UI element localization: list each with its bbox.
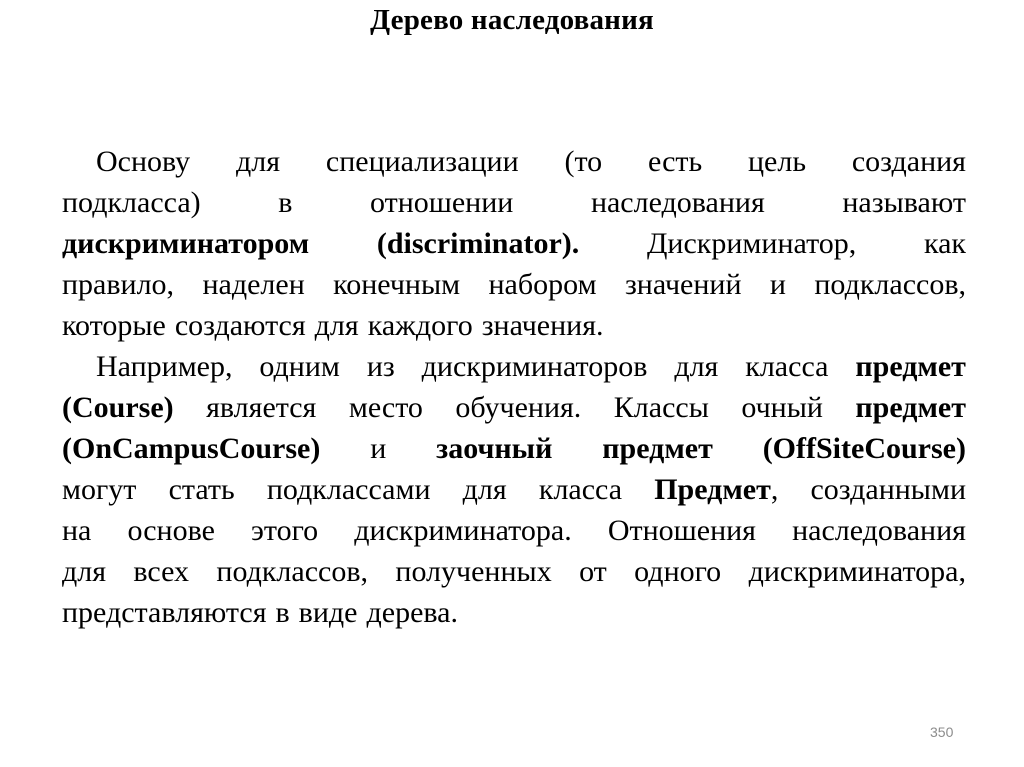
word: называют (842, 186, 966, 219)
word: как (923, 227, 966, 260)
word: от (579, 555, 607, 588)
word: для (236, 145, 281, 178)
page-number: 350 (930, 724, 954, 740)
word: всех (133, 555, 190, 588)
text-line (62, 346, 966, 387)
text-line (62, 141, 966, 182)
word: есть (648, 145, 703, 178)
text-line (62, 305, 966, 346)
word: дискриминатора. (354, 514, 572, 547)
bold-term: (Course) (62, 391, 174, 424)
word: наделен (202, 268, 305, 301)
word: из (366, 350, 395, 383)
word: одним (259, 350, 340, 383)
word: представляются (62, 596, 267, 629)
word: Дискриминатор, (646, 227, 857, 260)
word: для (314, 309, 359, 342)
word: полученных (395, 555, 552, 588)
word: в (278, 186, 293, 219)
word: Классы (613, 391, 709, 424)
word: подклассов, (814, 268, 966, 301)
word: правило, (62, 268, 175, 301)
word: и (370, 432, 387, 465)
word: значения. (481, 309, 604, 342)
bold-term: (discriminator). (376, 227, 580, 260)
paragraph (62, 141, 966, 346)
word: набором (488, 268, 597, 301)
bold-term: Предмет, (654, 473, 779, 506)
word: основе (127, 514, 215, 547)
word: является (206, 391, 317, 424)
word: в (275, 596, 290, 629)
slide-body-text (62, 141, 966, 633)
word: (то (564, 145, 603, 178)
bold-term: дискриминатором (62, 227, 310, 260)
word: очный (741, 391, 823, 424)
word: цель (748, 145, 807, 178)
word: подкласса) (62, 186, 201, 219)
word: стать (168, 473, 235, 506)
word: для (462, 473, 507, 506)
word: класса (745, 350, 829, 383)
word: Например, (96, 350, 233, 383)
word: и (769, 268, 786, 301)
text-line (62, 469, 966, 510)
word: конечным (333, 268, 461, 301)
word: наследования (590, 186, 765, 219)
word: созданными (810, 473, 966, 506)
word: специализации (325, 145, 519, 178)
word: дискриминатора, (748, 555, 966, 588)
text-line (62, 387, 966, 428)
word: наследования (792, 514, 966, 547)
word: класса (538, 473, 623, 506)
word: для (62, 555, 107, 588)
text-line (62, 551, 966, 592)
word: на (62, 514, 92, 547)
word: каждого (367, 309, 473, 342)
word: этого (251, 514, 319, 547)
paragraph (62, 346, 966, 633)
slide-title: Дерево наследования (370, 4, 654, 36)
text-line (62, 264, 966, 305)
text-line (62, 592, 966, 633)
word: Основу (96, 145, 191, 178)
bold-term: заочный (436, 432, 553, 465)
bold-term: (OnCampusCourse) (62, 432, 321, 465)
word: отношении (369, 186, 514, 219)
text-line (62, 182, 966, 223)
word: которые (62, 309, 166, 342)
bold-term: предмет (855, 350, 966, 383)
bold-term: предмет (855, 391, 966, 424)
word: одного (634, 555, 722, 588)
text-line (62, 428, 966, 469)
word: обучения. (455, 391, 582, 424)
word: для (674, 350, 719, 383)
word: значений (624, 268, 742, 301)
bold-term: предмет (602, 432, 713, 465)
word: подклассами (266, 473, 431, 506)
word: дискриминаторов (421, 350, 648, 383)
word: создаются (174, 309, 306, 342)
word: Отношения (607, 514, 756, 547)
word: виде (298, 596, 358, 629)
word: место (348, 391, 423, 424)
text-line (62, 223, 966, 264)
word: дерева. (366, 596, 458, 629)
word: создания (851, 145, 966, 178)
text-line (62, 510, 966, 551)
bold-term: (OffSiteCourse) (762, 432, 966, 465)
word: подклассов, (216, 555, 369, 588)
word: могут (62, 473, 137, 506)
